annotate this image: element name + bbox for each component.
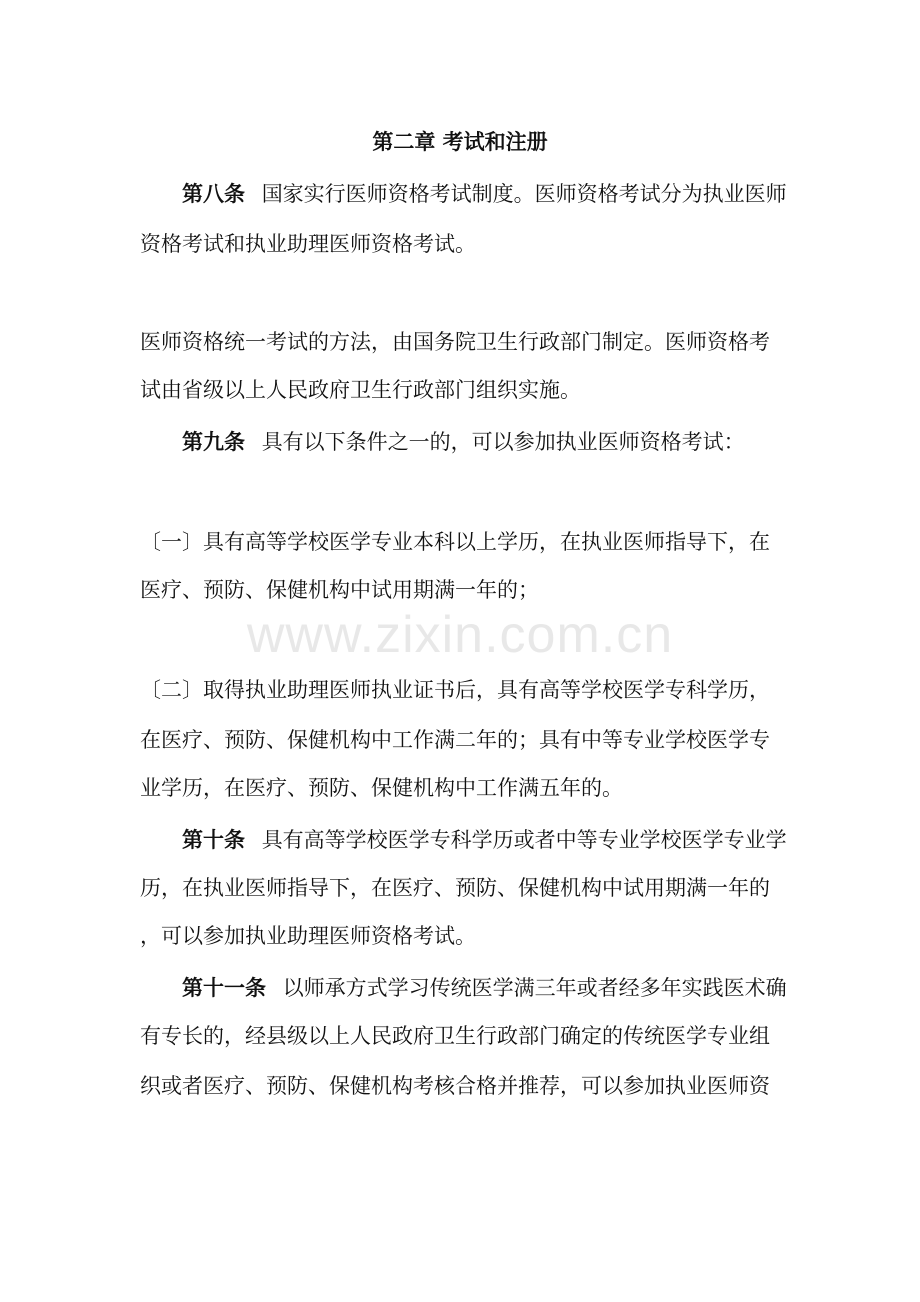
article-9-item-1-line-1: 〔一〕具有高等学校医学专业本科以上学历，在执业医师指导下，在 xyxy=(140,530,770,554)
article-8-line-2: 资格考试和执业助理医师资格考试。 xyxy=(140,232,476,256)
article-11-text: 以师承方式学习传统医学满三年或者经多年实践医术确 xyxy=(282,976,787,1000)
article-9-item-2-line-3: 业学历，在医疗、预防、保健机构中工作满五年的。 xyxy=(140,776,623,800)
article-8-text: 国家实行医师资格考试制度。医师资格考试分为执业医师 xyxy=(261,182,787,206)
article-10-line-1 xyxy=(182,826,787,854)
article-9-item-2-line-1: 〔二〕取得执业助理医师执业证书后，具有高等学校医学专科学历， xyxy=(140,678,770,702)
article-11-line-2: 有专长的，经县级以上人民政府卫生行政部门确定的传统医学专业组 xyxy=(140,1024,770,1048)
chapter-title: 第二章 考试和注册 xyxy=(372,130,548,154)
article-10-text: 具有高等学校医学专科学历或者中等专业学校医学专业学 xyxy=(261,828,787,852)
article-9-item-2-line-2: 在医疗、预防、保健机构中工作满二年的；具有中等专业学校医学专 xyxy=(140,728,770,752)
article-10-line-2: 历，在执业医师指导下，在医疗、预防、保健机构中试用期满一年的 xyxy=(140,876,770,900)
article-10-line-3: ，可以参加执业助理医师资格考试。 xyxy=(140,924,476,948)
article-11-line-3: 织或者医疗、预防、保健机构考核合格并推荐，可以参加执业医师资 xyxy=(140,1074,770,1098)
article-9-label: 第九条 xyxy=(182,430,245,454)
article-11-label: 第十一条 xyxy=(182,976,266,1000)
article-8-para-2-line-1: 医师资格统一考试的方法，由国务院卫生行政部门制定。医师资格考 xyxy=(140,330,770,354)
article-8-para-2-line-2: 试由省级以上人民政府卫生行政部门组织实施。 xyxy=(140,378,581,402)
article-10-label: 第十条 xyxy=(182,828,245,852)
article-8-line-1 xyxy=(182,180,787,208)
article-9-item-1-line-2: 医疗、预防、保健机构中试用期满一年的； xyxy=(140,578,539,602)
watermark: www.zixin.com.cn xyxy=(246,606,674,664)
article-9-line-1 xyxy=(182,428,780,456)
article-11-line-1 xyxy=(182,974,787,1002)
article-8-label: 第八条 xyxy=(182,182,245,206)
article-9-text: 具有以下条件之一的，可以参加执业医师资格考试： xyxy=(261,430,745,454)
